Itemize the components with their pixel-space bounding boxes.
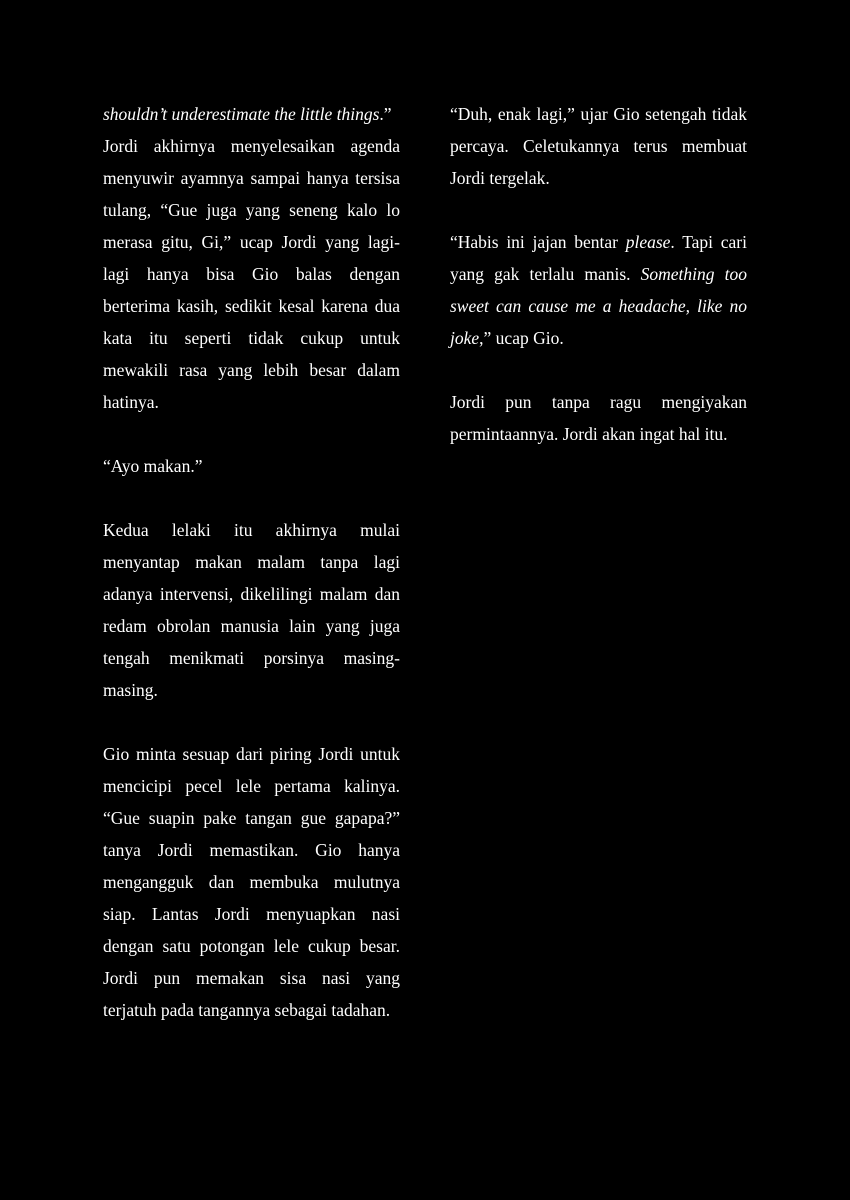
text-run: ,” ucap Gio. <box>479 328 564 348</box>
italic-phrase: shouldn’t underestimate the little things <box>103 104 380 124</box>
italic-phrase: Something too sweet can cause me a headache, like no joke <box>450 264 747 348</box>
paragraph-dinner: Kedua lelaki itu akhirnya mulai menyantap makan malam tanpa lagi adanya intervensi, dikelilingi malam dan redam obrolan manusia lain yang juga tengah menikmati porsinya masing-masing. <box>103 520 400 700</box>
left-text-column <box>103 98 400 1058</box>
paragraph-jordi-agrees: Jordi pun tanpa ragu mengiyakan permintaannya. Jordi akan ingat hal itu. <box>450 392 747 444</box>
text-run: . Tapi cari yang gak terlalu manis. <box>450 232 747 284</box>
paragraph-jordi-finishes: Jordi akhirnya menyelesaikan agenda menyuwir ayamnya sampai hanya tersisa tulang, “Gue juga yang seneng kalo lo merasa gitu, Gi,” ucap Jordi yang lagi-lagi hanya bisa Gio balas dengan berterima kasih, sedikit kesal karena dua kata itu seperti tidak cukup untuk mewakili rasa yang lebih besar dalam hatinya. <box>103 136 400 412</box>
text-run: “Habis ini jajan bentar <box>450 232 626 252</box>
paragraph-gio-tastes: Gio minta sesuap dari piring Jordi untuk mencicipi pecel lele pertama kalinya. “Gue suapin pake tangan gue gapapa?” tanya Jordi memastikan. Gio hanya mengangguk dan membuka mulutnya siap. Lantas Jordi menyuapkan nasi dengan satu potongan lele cukup besar. Jordi pun memakan sisa nasi yang terjatuh pada tangannya sebagai tadahan. <box>103 744 400 1020</box>
paragraph-duh-enak: “Duh, enak lagi,” ujar Gio setengah tidak percaya. Celetukannya terus membuat Jordi tergelak. <box>450 104 747 188</box>
paragraph-ayo-makan: “Ayo makan.” <box>103 456 203 476</box>
paragraph-continuation <box>103 98 400 130</box>
text-run: .” <box>379 104 392 124</box>
paragraph-habis-ini <box>450 226 747 354</box>
italic-phrase: please <box>625 232 671 252</box>
right-text-column <box>450 98 747 482</box>
